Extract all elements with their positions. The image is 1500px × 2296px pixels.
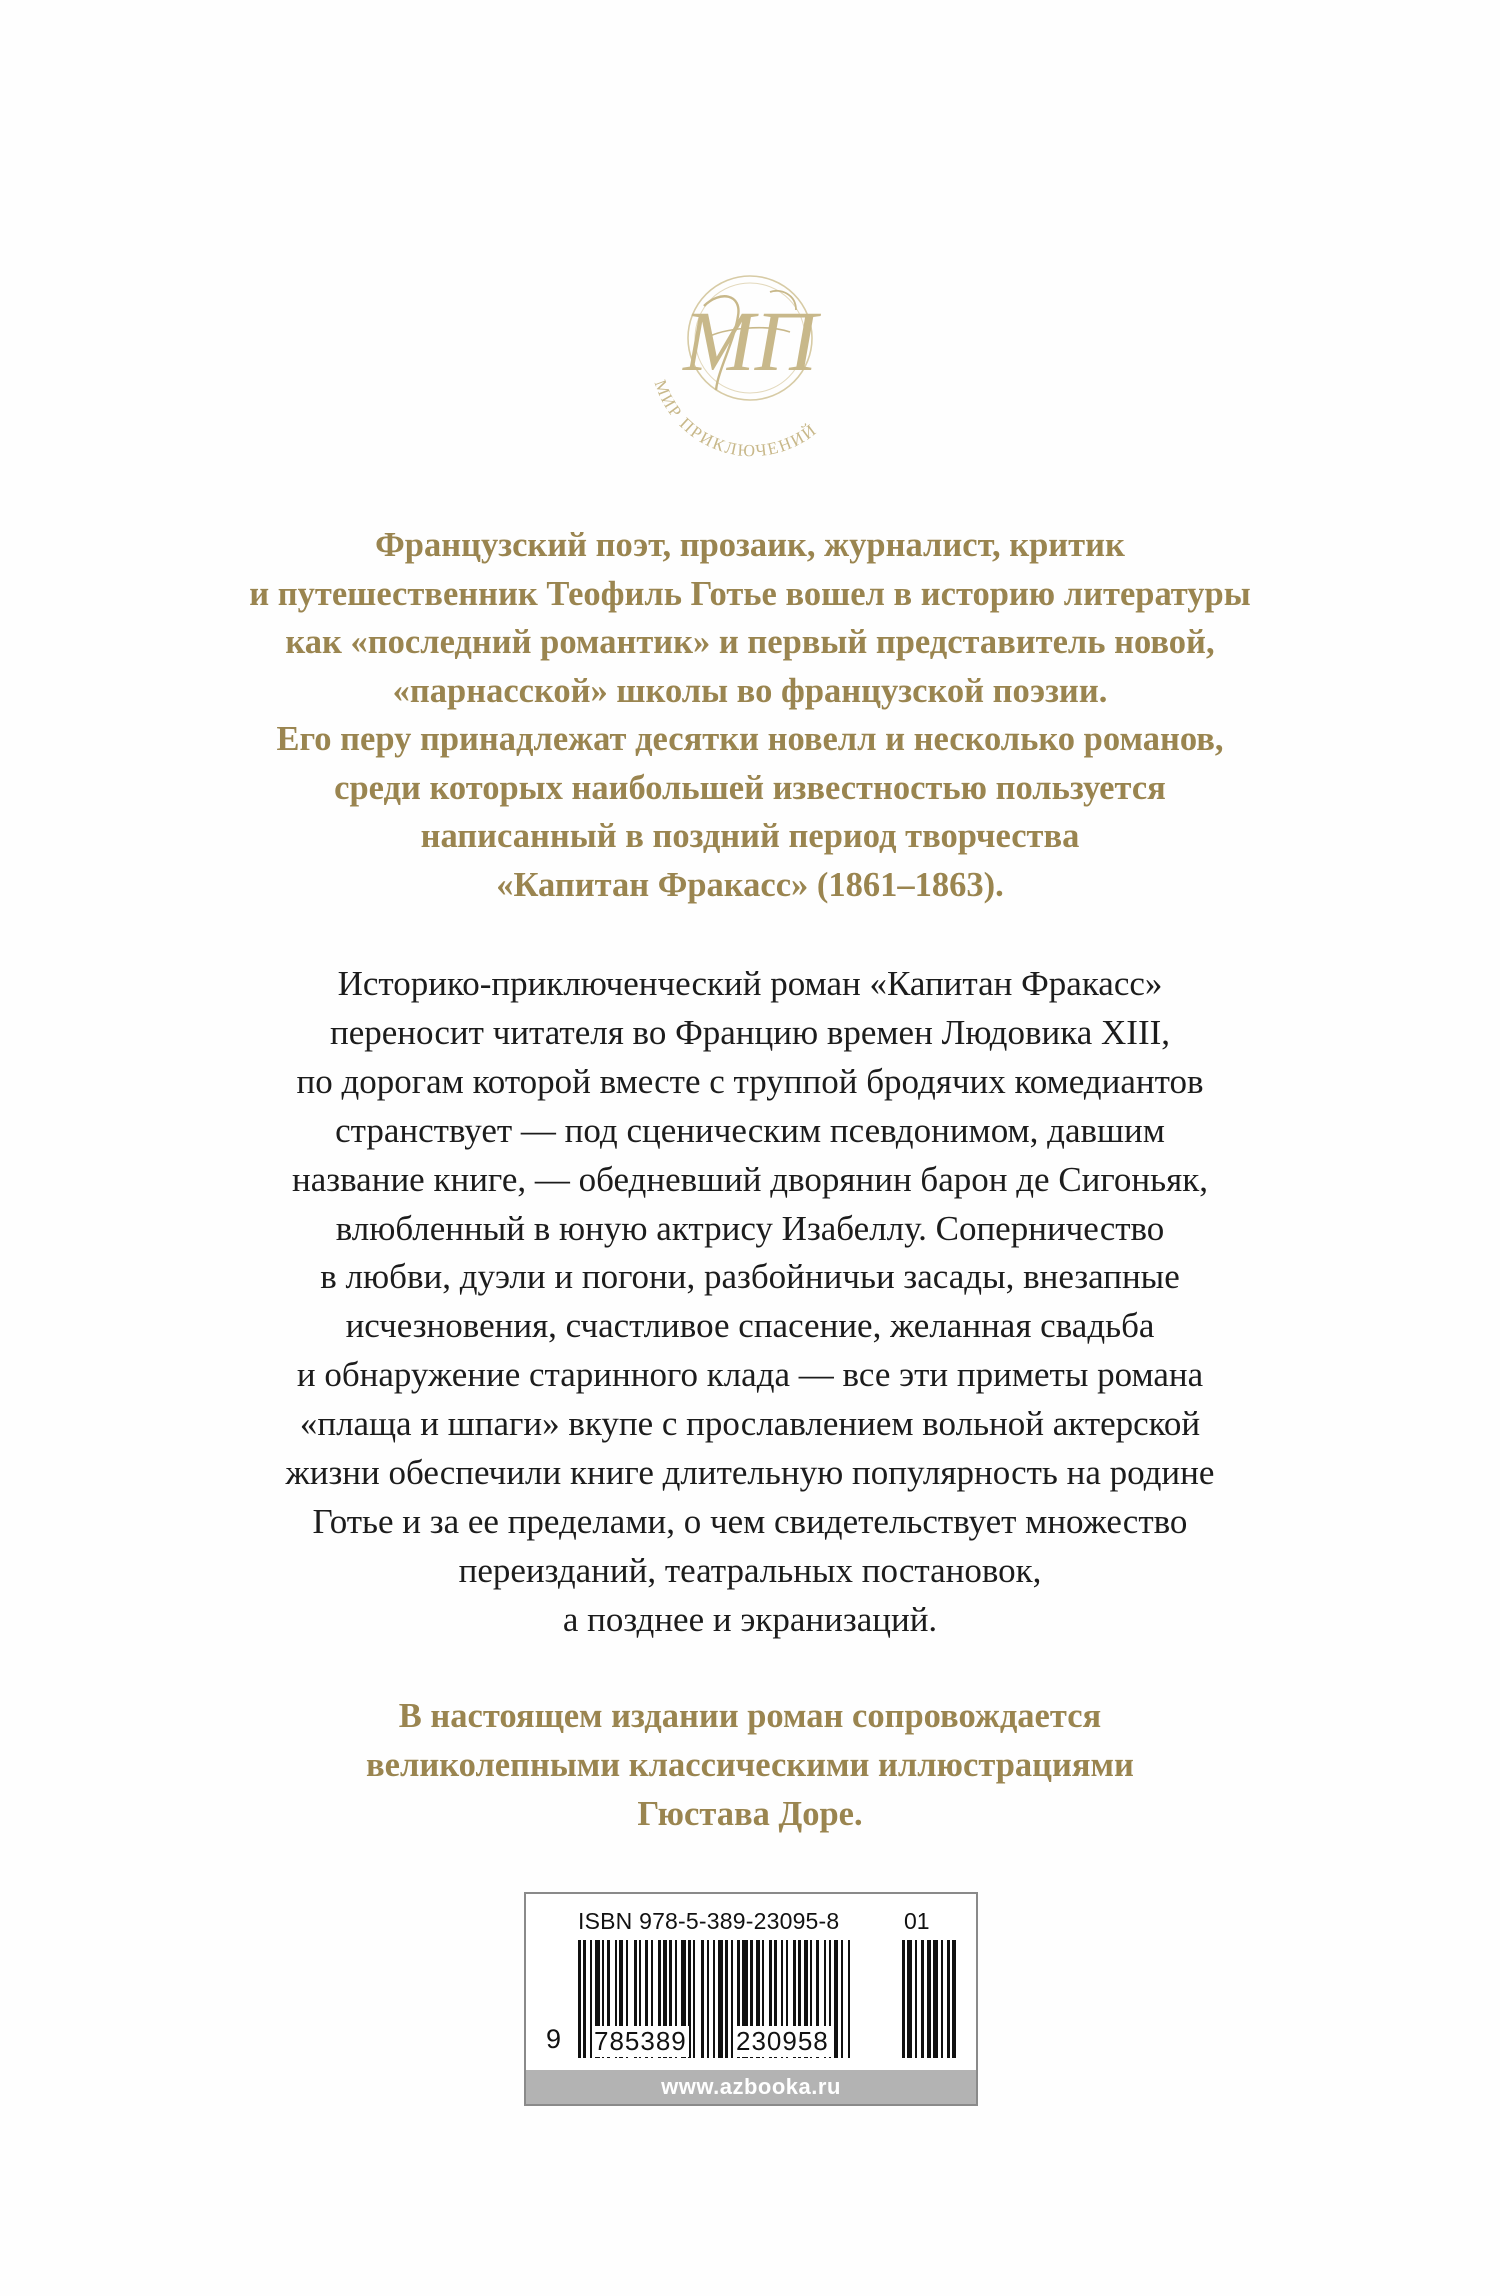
synopsis-line: название книге, — обедневший дворянин барон де Сигоньяк, bbox=[292, 1159, 1208, 1199]
synopsis-line: а позднее и экранизаций. bbox=[562, 1599, 938, 1639]
synopsis-line: в любви, дуэли и погони, разбойничьи засады, внезапные bbox=[320, 1257, 1180, 1297]
logo-arc-text: МИР ПРИКЛЮЧЕНИЙ bbox=[650, 377, 821, 461]
synopsis-paragraph bbox=[150, 960, 1350, 1645]
synopsis-line: исчезновения, счастливое спасение, желанная свадьба bbox=[345, 1306, 1155, 1346]
publisher-website: www.azbooka.ru bbox=[661, 2074, 841, 2099]
barcode-right-digits: 230958 bbox=[736, 2026, 829, 2056]
synopsis-line: жизни обеспечили книге длительную популярность на родине bbox=[285, 1453, 1215, 1493]
series-logo-icon bbox=[620, 220, 880, 480]
synopsis-line: странствует — под сценическим псевдонимом, давшим bbox=[335, 1110, 1165, 1150]
barcode-addon-label: 01 bbox=[904, 1908, 930, 1934]
intro-line: Французский поэт, прозаик, журналист, критик bbox=[375, 526, 1125, 564]
intro-line: и путешественник Теофиль Готье вошел в историю литературы bbox=[249, 574, 1251, 613]
intro-line: «Капитан Фракасс» (1861–1863). bbox=[496, 865, 1004, 904]
edition-note-line: В настоящем издании роман сопровождается bbox=[398, 1697, 1102, 1735]
barcode-left-digits: 785389 bbox=[594, 2026, 687, 2056]
barcode-addon-bars-icon bbox=[902, 1940, 960, 2058]
edition-note-line: Гюстава Доре. bbox=[637, 1795, 863, 1833]
isbn-label: ISBN 978-5-389-23095-8 bbox=[578, 1908, 840, 1934]
isbn-barcode bbox=[524, 1892, 978, 2106]
synopsis-line: влюбленный в юную актрису Изабеллу. Соперничество bbox=[335, 1208, 1165, 1248]
edition-note bbox=[150, 1692, 1350, 1839]
intro-paragraph bbox=[150, 521, 1350, 909]
synopsis-line: переизданий, театральных постановок, bbox=[458, 1550, 1042, 1590]
logo-monogram: МП bbox=[683, 293, 817, 389]
intro-line: среди которых наибольшей известностью пользуется bbox=[334, 768, 1166, 807]
synopsis-line: переносит читателя во Францию времен Людовика XIII, bbox=[330, 1012, 1170, 1052]
synopsis-line: и обнаружение старинного клада — все эти приметы романа bbox=[296, 1355, 1204, 1395]
intro-line: «парнасской» школы во французской поэзии. bbox=[392, 671, 1108, 710]
synopsis-line: по дорогам которой вместе с труппой бродячих комедиантов bbox=[296, 1061, 1204, 1101]
intro-line: написанный в поздний период творчества bbox=[420, 817, 1080, 855]
barcode-first-digit: 9 bbox=[546, 2024, 562, 2054]
synopsis-line: Историко-приключенческий роман «Капитан Фракасс» bbox=[337, 964, 1163, 1003]
synopsis-line: Готье и за ее пределами, о чем свидетельствует множество bbox=[312, 1501, 1188, 1541]
edition-note-line: великолепными классическими иллюстрациями bbox=[366, 1746, 1134, 1784]
intro-line: как «последний романтик» и первый представитель новой, bbox=[285, 623, 1215, 661]
synopsis-line: «плаща и шпаги» вкупе с прославлением вольной актерской bbox=[299, 1404, 1201, 1444]
intro-line: Его перу принадлежат десятки новелл и несколько романов, bbox=[276, 720, 1224, 758]
publisher-website-bar bbox=[526, 2070, 976, 2104]
